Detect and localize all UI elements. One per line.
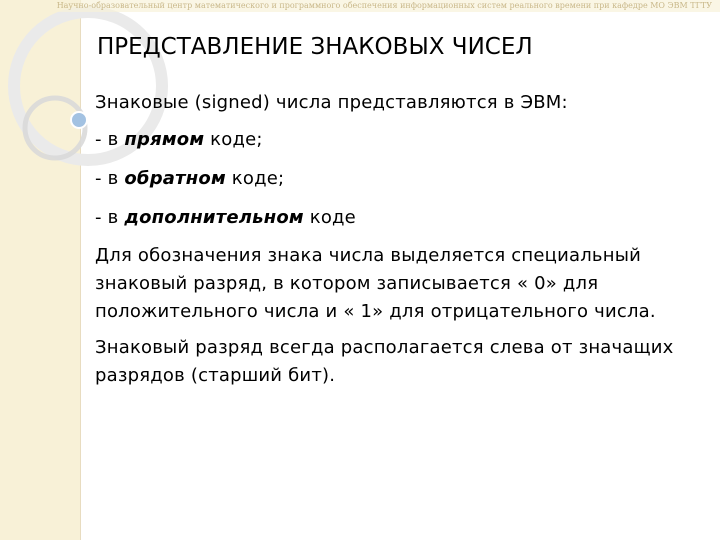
bullet-twos-complement bbox=[95, 203, 705, 232]
bullet-emphasis: дополнительном bbox=[124, 207, 304, 228]
sign-bit-description: Для обозначения знака числа выделяется специальный знаковый разряд, в котором записывается « 0» для положительного числа и « 1» для отрицательного числа. bbox=[95, 245, 656, 322]
slide-title: ПРЕДСТАВЛЕНИЕ ЗНАКОВЫХ ЧИСЕЛ bbox=[97, 34, 533, 60]
sign-bit-position: Знаковый разряд всегда располагается слева от значащих разрядов (старший бит). bbox=[95, 337, 674, 386]
bullet-prefix: - в bbox=[95, 168, 125, 189]
slide-body bbox=[95, 88, 705, 390]
blue-dot bbox=[71, 112, 87, 128]
bullet-ones-complement bbox=[95, 164, 705, 193]
bullet-prefix: - в bbox=[95, 129, 125, 150]
intro-text: Знаковые (signed) числа представляются в ЭВМ: bbox=[95, 92, 568, 113]
bullet-prefix: - в bbox=[95, 207, 125, 228]
header-caption: Научно-образовательный центр математического и программного обеспечения информационных систем реального времени при кафедре МО ЭВМ ТГТУ bbox=[0, 0, 720, 12]
bullet-emphasis: прямом bbox=[124, 129, 205, 150]
bullet-emphasis: обратном bbox=[124, 168, 226, 189]
bullet-suffix: коде; bbox=[225, 168, 285, 189]
bullet-direct-code bbox=[95, 125, 705, 154]
bullet-suffix: коде bbox=[303, 207, 356, 228]
bullet-suffix: коде; bbox=[204, 129, 263, 150]
